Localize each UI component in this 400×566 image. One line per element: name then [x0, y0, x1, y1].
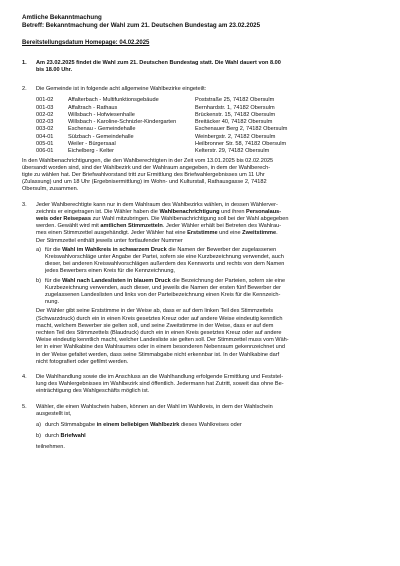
district-name: Eschenau - Gemeindehalle: [68, 126, 136, 133]
table-row: [36, 134, 291, 141]
district-number: 003-02: [36, 126, 54, 133]
paragraph-line: Kurzbezeichnung verwenden, auch dieser, und jeweils die Namen der ersten fünf Bewerber der: [45, 284, 282, 291]
list-marker: b): [36, 277, 41, 284]
text-run: .: [276, 230, 278, 237]
emphasis: Zweitstimme: [242, 230, 277, 237]
text-run: für die: [45, 277, 63, 284]
paragraph-line: tigte zu wählen hat. Der Briefwahlvorstand tritt zur Ermittlung des Briefwahlergebnisses um 11 Uhr: [22, 171, 265, 178]
paragraph-line: [36, 230, 380, 237]
paragraph-line: nicht fotografiert oder gefilmt werden.: [36, 358, 129, 365]
table-row: [36, 112, 291, 119]
paragraph-line: [36, 209, 380, 216]
section-2-intro: Die Gemeinde ist in folgende acht allgemeine Wahlbezirke eingeteilt:: [36, 86, 207, 92]
paragraph-line: Wähler, die einen Wahlschein haben, können an der Wahl im Wahlkreis, in dem der Wahlschein: [36, 403, 273, 410]
paragraph-line: Der Stimmzettel enthält jeweils unter fortlaufender Nummer: [36, 237, 183, 244]
text-run: mes einen Stimmzettel ausgehändigt. Jeder Wähler hat eine: [36, 230, 188, 237]
emphasis: Wahlbenachrichtigung: [159, 208, 220, 215]
table-row: [36, 148, 291, 155]
paragraph-line: einträchtigung des Wahlgeschäfts möglich ist.: [36, 388, 150, 395]
paragraph-line: [36, 216, 380, 223]
emphasis: Erststimme: [187, 230, 218, 237]
section-number: 4.: [22, 374, 27, 381]
text-run: die Namen der Bewerber der zugelassenen: [166, 246, 277, 253]
section-1: [22, 60, 380, 74]
list-item-b: [36, 278, 380, 307]
district-number: 002-02: [36, 111, 54, 118]
paragraph-line: ler in einer Wahlkabine des Wahlraumes oder in einem besonderen Nebenraum gekennzeichnet und: [36, 344, 285, 351]
district-number: 005-01: [36, 140, 54, 147]
paragraph-line: teilnehmen.: [36, 444, 65, 451]
district-address: Brückenstr. 15, 74182 Obersulm: [195, 111, 276, 118]
district-name: Eichelberg - Kelter: [68, 148, 115, 155]
paragraph-line: In den Wahlbenachrichtigungen, die den Wahlberechtigten in der Zeit vom 13.01.2025 bis 02.02.2025: [22, 157, 274, 164]
paragraph-line: [36, 223, 380, 230]
paragraph-line: Kreiswahlvorschläge unter Angabe der Partei, sofern sie eine Kurzbezeichnung verwendet, auch: [45, 254, 284, 261]
paragraph-line: Obersulm, zusammen.: [22, 186, 79, 193]
district-number: 006-01: [36, 148, 54, 155]
district-address: Breitäcker 40, 74182 Obersulm: [195, 119, 273, 126]
section-2: [22, 86, 380, 156]
table-row: [36, 105, 291, 112]
paragraph-line: [45, 247, 380, 254]
document-title: Amtliche Bekanntmachung: [22, 14, 102, 21]
section-3-paragraph: [36, 308, 380, 366]
section-number: 2.: [22, 86, 27, 92]
paragraph-line: Die Wahlhandlung sowie die im Anschluss an die Wahlhandlung erfolgende Ermittlung und Feststel-: [36, 374, 284, 381]
table-row: [36, 97, 291, 104]
paragraph-line: [45, 278, 380, 285]
emphasis: Personalaus-: [245, 208, 282, 215]
district-name: Willsbach - Hofwiesenhalle: [68, 111, 135, 118]
paragraph-line: Der Wähler gibt seine Erststimme in der Weise ab, dass er auf dem linken Teil des Stimmzettels: [36, 308, 273, 315]
text-run: durch Stimmabgabe: [45, 422, 97, 429]
paragraph-line: jedes Bewerbers einen Kreis für die Kennzeichnung,: [45, 268, 175, 275]
paragraph-line: [45, 422, 380, 429]
publication-date: Bereitstellungsdatum Homepage: 04.02.2025: [22, 40, 150, 47]
paragraph-line: zugelassenen Landeslisten und links von der Parteibezeichnung einen Kreis für die Kennzeich-: [45, 292, 281, 299]
paragraph-line: rechten Teil des Stimmzettels (Blaudruck) durch ein in einen Kreis gesetztes Kreuz oder auf andere: [36, 330, 282, 337]
section-3: [22, 202, 380, 366]
text-run: und eine: [217, 230, 243, 237]
section-1-line: bis 18.00 Uhr.: [36, 66, 73, 73]
text-run: . Jeder Wähler erhält bei Betreten des Wahlrau-: [162, 223, 282, 230]
list-marker: b): [36, 433, 41, 440]
district-address: Poststraße 25, 74182 Obersulm: [195, 97, 275, 104]
district-address: Eschenauer Berg 2, 74182 Obersulm: [195, 126, 288, 133]
section-number: 1.: [22, 59, 27, 66]
paragraph-line: Jeder Wahlberechtigte kann nur in dem Wahlraum des Wahlbezirks wählen, in dessen Wählerver-: [36, 201, 278, 208]
emphasis: Wahl im Wahlkreis in schwarzem Druck: [62, 246, 167, 253]
text-run: zeichnis er eingetragen ist. Die Wähler haben die: [36, 208, 160, 215]
paragraph-line: in der Weise gefaltet werden, dass seine Stimmabgabe nicht erkennbar ist. In der Wahlkabine darf: [36, 351, 280, 358]
list-item-b: [36, 433, 380, 440]
section-5: [22, 404, 380, 452]
text-run: dieses Wahlkreises oder: [179, 422, 242, 429]
paragraph-line: ausgestellt ist,: [36, 410, 72, 417]
paragraph-line: dieser, bei anderen Kreiswahlvorschlägen außerdem des Kennworts und rechts von dem Namen: [45, 261, 285, 268]
list-marker: a): [36, 422, 41, 429]
text-run: durch: [45, 433, 61, 440]
document-subject: Betreff: Bekanntmachung der Wahl zum 21. Deutschen Bundestag am 23.02.2025: [22, 21, 261, 29]
section-number: 5.: [22, 403, 27, 410]
section-4: [22, 374, 380, 396]
text-run: und ihren: [219, 208, 246, 215]
list-item-a: [36, 422, 380, 429]
paragraph-line: lung des Wahlergebnisses im Wahlbezirk sind öffentlich. Jedermann hat Zutritt, soweit das ohne Be-: [36, 381, 284, 388]
section-1-line: Am 23.02.2025 findet die Wahl zum 21. Deutschen Bundestag statt. Die Wahl dauert von 8.00: [36, 59, 281, 66]
emphasis: weis oder Reisepass: [36, 216, 92, 222]
text-run: zur Wahl mitzubringen. Die Wahlbenachrichtigung soll bei der Wahl abgegeben: [91, 216, 289, 222]
district-number: 001-02: [36, 97, 54, 104]
list-item-a: [36, 247, 380, 276]
district-number: 004-01: [36, 133, 54, 140]
district-name: Weiler - Bürgersaal: [68, 140, 116, 147]
table-row: [36, 126, 291, 133]
district-address: Kelterstr. 29, 74182 Obersulm: [195, 148, 270, 155]
emphasis: Briefwahl: [60, 433, 86, 440]
district-number: 001-03: [36, 104, 54, 111]
list-marker: a): [36, 246, 41, 253]
paragraph-line: nung.: [45, 299, 59, 306]
paragraph-line: übersandt worden sind, sind der Wahlbezirk und der Wahlraum angegeben, in dem der Wahlberech-: [22, 164, 271, 171]
district-name: Sülzbach - Gemeindehalle: [68, 133, 134, 140]
emphasis: amtlichen Stimmzetteln: [100, 223, 163, 230]
paragraph-line: Weise eindeutig kenntlich macht, welcher Landesliste sie gelten soll. Der Stimmzettel muss vom Wäh-: [36, 337, 289, 344]
district-address: Bernhardstr. 1, 74182 Obersulm: [195, 104, 275, 111]
text-run: für die: [45, 246, 63, 253]
table-row: [36, 119, 291, 126]
district-name: Affalterbach - Multifunktionsgebäude: [68, 97, 159, 104]
district-address: Weinbergstr. 2, 74182 Obersulm: [195, 133, 276, 140]
emphasis: Wahl nach Landeslisten in blauem Druck: [62, 277, 171, 284]
section-2-paragraph: [22, 158, 380, 194]
district-name: Willsbach - Karoline-Schnizler-Kindergarten: [68, 119, 177, 126]
text-run: die Bezeichnung der Parteien, sofern sie eine: [170, 277, 286, 284]
paragraph-line: [45, 433, 380, 440]
text-run: werden. Gewählt wird mit: [36, 223, 101, 230]
district-number: 002-03: [36, 119, 54, 126]
table-row: [36, 141, 291, 148]
paragraph-line: (Zulassung) und um 18 Uhr (Ergebnisermittlung) im Wohn- und Kulturstall, Rathausgasse 2, 74182: [22, 179, 267, 186]
district-address: Heilbronner Str. 58, 74182 Obersulm: [195, 140, 287, 147]
district-table: [36, 97, 291, 155]
emphasis: in einem beliebigen Wahlbezirk: [96, 422, 180, 429]
section-number: 3.: [22, 201, 27, 208]
paragraph-line: macht, welchem Bewerber sie gelten soll, und seine Zweitstimme in der Weise, dass er auf dem: [36, 322, 274, 329]
district-name: Affaltrach - Rathaus: [68, 104, 118, 111]
paragraph-line: (Schwarzdruck) durch ein in einen Kreis gesetztes Kreuz oder auf andere Weise eindeutig kenntlich: [36, 315, 283, 322]
